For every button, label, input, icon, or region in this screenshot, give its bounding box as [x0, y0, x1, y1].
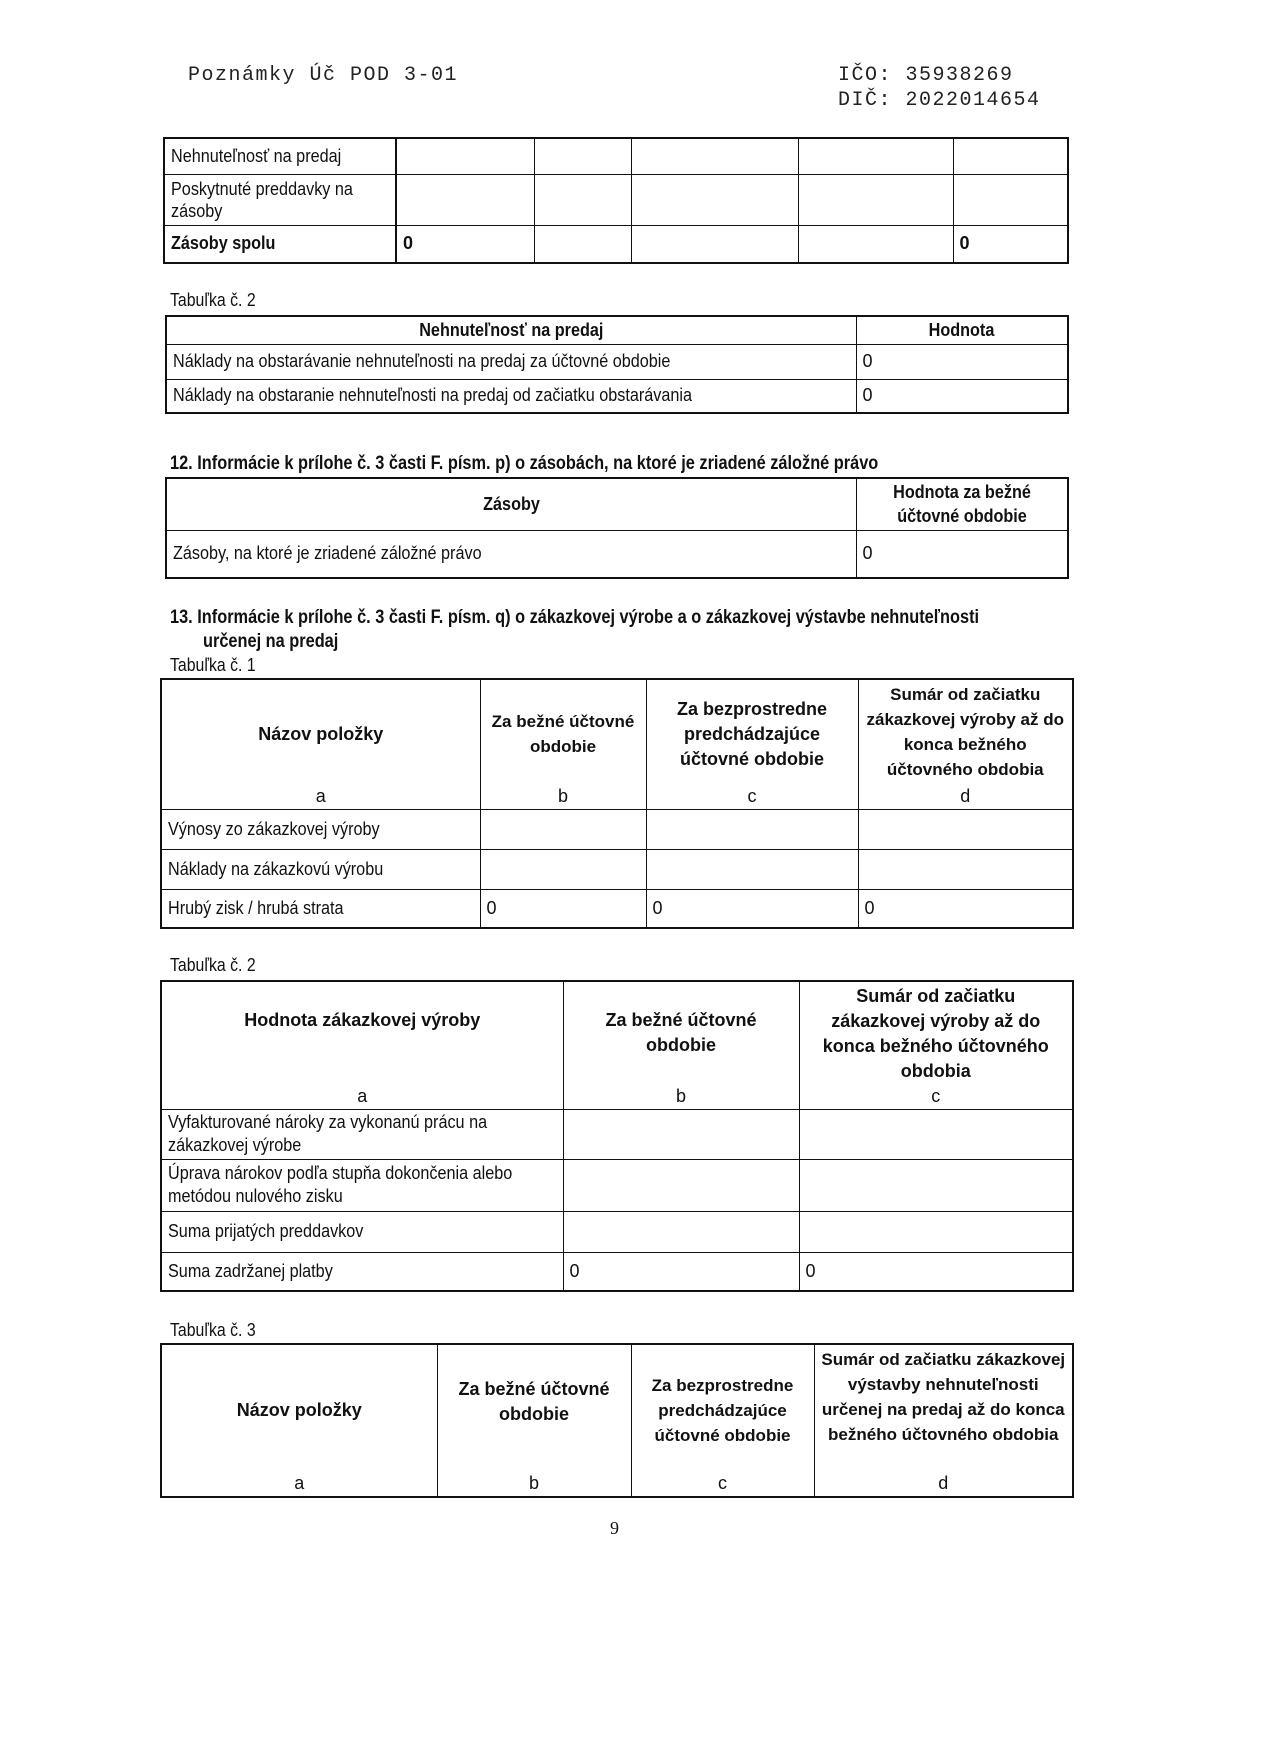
table-row — [161, 809, 1073, 849]
table-row — [161, 1109, 1073, 1159]
row-label: Suma zadržanej platby — [161, 1252, 563, 1291]
value-cell — [631, 138, 798, 174]
value-cell — [563, 1211, 799, 1252]
value-cell — [798, 225, 953, 263]
table-row — [166, 530, 1068, 578]
real-estate-construction-table — [160, 1343, 1074, 1498]
column-header: Za bezprostredne predchádzajúce účtovné obdobie c — [631, 1344, 814, 1497]
value-cell: 0 — [799, 1252, 1073, 1291]
column-header: Názov položky a — [161, 1344, 437, 1497]
value-cell — [631, 174, 798, 225]
row-label: Náklady na zákazkovú výrobu — [161, 849, 480, 889]
column-header: Hodnota zákazkovej výroby a — [161, 981, 563, 1109]
section-13-heading-cont: určenej na predaj — [203, 631, 339, 652]
value-cell — [799, 1159, 1073, 1211]
value-cell: 0 — [856, 344, 1068, 379]
value-cell — [858, 809, 1073, 849]
dic-number: DIČ: 2022014654 — [838, 89, 1041, 112]
table-header-row — [161, 981, 1073, 1109]
table-header-row — [166, 316, 1068, 344]
contract-value-table — [160, 980, 1074, 1292]
table-row — [166, 379, 1068, 413]
table-caption: Tabuľka č. 2 — [170, 290, 256, 310]
value-cell — [858, 849, 1073, 889]
value-cell: 0 — [396, 225, 534, 263]
value-cell — [480, 809, 646, 849]
row-label: Výnosy zo zákazkovej výroby — [161, 809, 480, 849]
column-header: Za bežné účtovné obdobie b — [563, 981, 799, 1109]
table-header-row — [161, 1344, 1073, 1497]
table-row — [164, 138, 1068, 174]
column-header: Za bežné účtovné obdobie b — [437, 1344, 631, 1497]
table-header-row — [166, 478, 1068, 530]
row-label: Hrubý zisk / hrubá strata — [161, 889, 480, 928]
contract-production-table — [160, 678, 1074, 929]
value-cell — [563, 1159, 799, 1211]
row-label: Náklady na obstarávanie nehnuteľnosti na predaj za účtovné obdobie — [166, 344, 856, 379]
row-label: Úprava nárokov podľa stupňa dokončenia alebo metódou nulového zisku — [161, 1159, 563, 1211]
page-number: 9 — [610, 1518, 619, 1538]
value-cell — [534, 225, 631, 263]
row-label: Zásoby, na ktoré je zriadené záložné právo — [166, 530, 856, 578]
value-cell — [798, 138, 953, 174]
row-label: Suma prijatých preddavkov — [161, 1211, 563, 1252]
column-header: Sumár od začiatku zákazkovej výstavby nehnuteľnosti určenej na predaj až do konca bežného účtovného obdobia d — [814, 1344, 1073, 1497]
column-header: Nehnuteľnosť na predaj — [166, 316, 856, 344]
value-cell — [396, 138, 534, 174]
table-caption: Tabuľka č. 2 — [170, 955, 256, 975]
column-header: Za bežné účtovné obdobie b — [480, 679, 646, 809]
value-cell: 0 — [856, 379, 1068, 413]
table-header-row — [161, 679, 1073, 809]
section-13-heading: 13. Informácie k prílohe č. 3 časti F. písm. q) o zákazkovej výrobe a o zákazkovej výstavbe nehnuteľnosti — [170, 607, 980, 628]
column-header: Sumár od začiatku zákazkovej výroby až do konca bežného účtovného obdobia c — [799, 981, 1073, 1109]
table-row — [164, 174, 1068, 225]
value-cell — [631, 225, 798, 263]
row-label: Náklady na obstaranie nehnuteľnosti na predaj od začiatku obstarávania — [166, 379, 856, 413]
value-cell: 0 — [953, 225, 1068, 263]
value-cell — [953, 174, 1068, 225]
table-caption: Tabuľka č. 1 — [170, 655, 256, 675]
table-row — [166, 344, 1068, 379]
real-estate-table — [165, 315, 1069, 414]
table-row — [161, 889, 1073, 928]
value-cell: 0 — [480, 889, 646, 928]
column-header: Sumár od začiatku zákazkovej výroby až do konca bežného účtovného obdobia d — [858, 679, 1073, 809]
value-cell: 0 — [563, 1252, 799, 1291]
pledged-inventory-table — [165, 477, 1069, 579]
value-cell — [953, 138, 1068, 174]
row-label: Vyfakturované nároky za vykonanú prácu na zákazkovej výrobe — [161, 1109, 563, 1159]
column-header: Názov položky a — [161, 679, 480, 809]
table-row-total — [164, 225, 1068, 263]
table-row — [161, 1211, 1073, 1252]
column-header: Zásoby — [166, 478, 856, 530]
document-title: Poznámky Úč POD 3-01 — [188, 64, 459, 87]
value-cell — [646, 849, 858, 889]
value-cell — [799, 1211, 1073, 1252]
column-header: Hodnota — [856, 316, 1068, 344]
table-row — [161, 849, 1073, 889]
table-row — [161, 1252, 1073, 1291]
row-label: Nehnuteľnosť na predaj — [164, 138, 396, 174]
value-cell — [480, 849, 646, 889]
column-header: Za bezprostredne predchádzajúce účtovné obdobie c — [646, 679, 858, 809]
value-cell — [563, 1109, 799, 1159]
row-label: Zásoby spolu — [164, 225, 396, 263]
value-cell: 0 — [858, 889, 1073, 928]
value-cell — [534, 138, 631, 174]
value-cell — [799, 1109, 1073, 1159]
inventory-table — [163, 137, 1069, 264]
table-caption: Tabuľka č. 3 — [170, 1320, 256, 1340]
value-cell: 0 — [646, 889, 858, 928]
value-cell: 0 — [856, 530, 1068, 578]
column-header: Hodnota za bežné účtovné obdobie — [856, 478, 1068, 530]
value-cell — [534, 174, 631, 225]
table-row — [161, 1159, 1073, 1211]
value-cell — [396, 174, 534, 225]
ico-number: IČO: 35938269 — [838, 64, 1014, 87]
section-12-heading: 12. Informácie k prílohe č. 3 časti F. písm. p) o zásobách, na ktoré je zriadené záložné právo — [170, 453, 879, 474]
value-cell — [798, 174, 953, 225]
value-cell — [646, 809, 858, 849]
row-label: Poskytnuté preddavky na zásoby — [164, 174, 396, 225]
